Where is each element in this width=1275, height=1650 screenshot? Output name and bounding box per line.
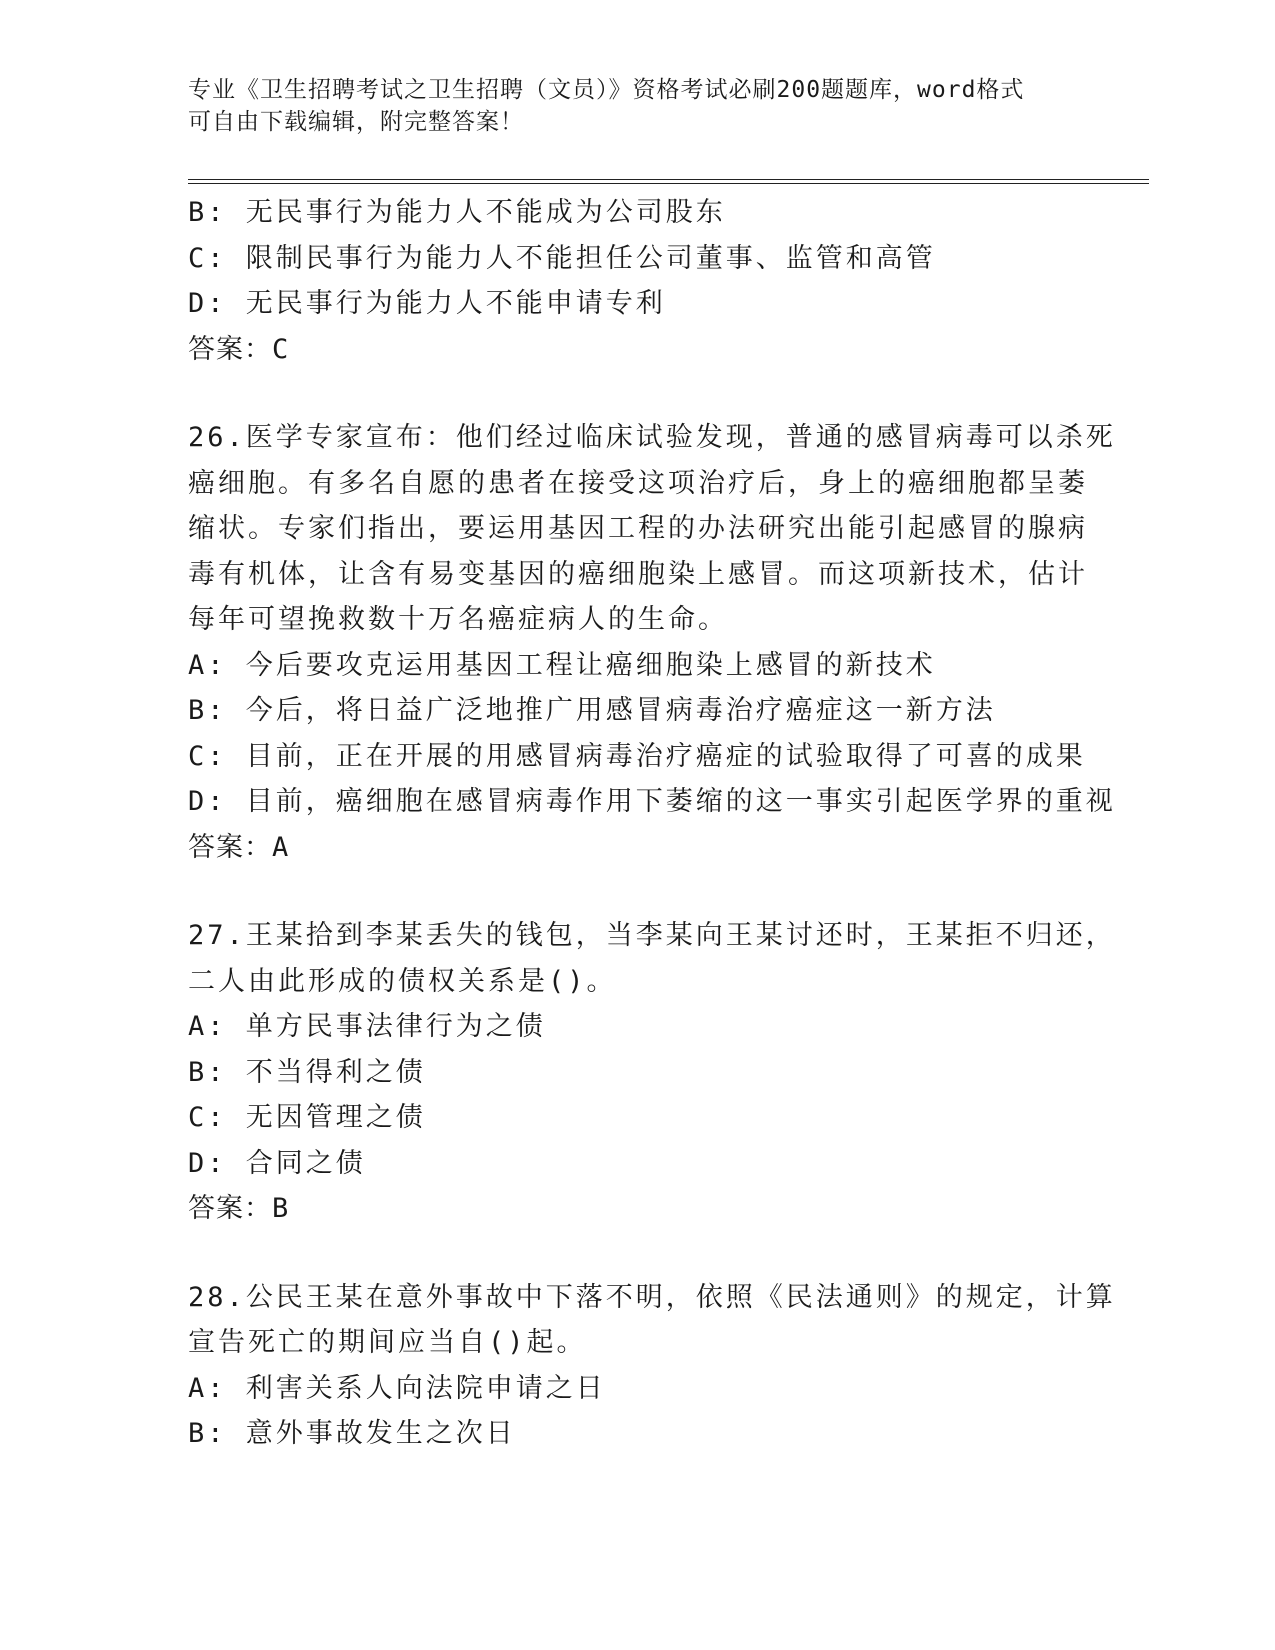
question-stem-line: 缩状。专家们指出，要运用基因工程的办法研究出能引起感冒的腺病 (188, 513, 1088, 544)
question-stem-line: 二人由此形成的债权关系是()。 (188, 965, 617, 997)
answer-line: 答案：C (188, 333, 290, 365)
option-line: A: 利害关系人向法院申请之日 (188, 1372, 606, 1404)
question-28 (188, 1275, 1116, 1457)
question-stem-line: 26.医学专家宣布：他们经过临床试验发现，普通的感冒病毒可以杀死 (188, 422, 1116, 453)
option-line: C: 限制民事行为能力人不能担任公司董事、监管和高管 (188, 242, 936, 274)
option-line: D: 目前，癌细胞在感冒病毒作用下萎缩的这一事实引起医学界的重视 (188, 786, 1116, 817)
header-title-line-2: 可自由下载编辑，附完整答案！ (188, 109, 524, 135)
option-line: A: 单方民事法律行为之债 (188, 1011, 546, 1042)
question-stem-line: 宣告死亡的期间应当自()起。 (188, 1327, 587, 1358)
option-line: B: 意外事故发生之次日 (188, 1418, 516, 1449)
question-26 (188, 415, 1116, 870)
answer-line: 答案：B (188, 1193, 290, 1224)
option-line: A: 今后要攻克运用基因工程让癌细胞染上感冒的新技术 (188, 649, 936, 681)
question-stem-line: 毒有机体，让含有易变基因的癌细胞染上感冒。而这项新技术，估计 (188, 558, 1088, 590)
spacer (188, 870, 1088, 913)
spacer (188, 1232, 1088, 1275)
question-stem-line: 每年可望挽救数十万名癌症病人的生命。 (188, 604, 728, 635)
option-line: B: 不当得利之债 (188, 1056, 426, 1088)
option-line: B: 无民事行为能力人不能成为公司股东 (188, 197, 726, 228)
page-header (188, 74, 1068, 138)
question-stem-line: 27.王某拾到李某丢失的钱包，当李某向王某讨还时，王某拒不归还， (188, 920, 1116, 951)
answer-line: 答案：A (188, 831, 290, 863)
option-line: D: 合同之债 (188, 1147, 366, 1179)
question-stem-line: 癌细胞。有多名自愿的患者在接受这项治疗后，身上的癌细胞都呈萎 (188, 467, 1088, 499)
option-line: D: 无民事行为能力人不能申请专利 (188, 288, 666, 319)
option-line: C: 无因管理之债 (188, 1102, 426, 1133)
question-stem-line: 28.公民王某在意外事故中下落不明，依照《民法通则》的规定，计算 (188, 1281, 1116, 1313)
option-line: B: 今后，将日益广泛地推广用感冒病毒治疗癌症这一新方法 (188, 695, 996, 726)
spacer (188, 372, 1088, 415)
question-25-tail (188, 190, 1088, 372)
question-27 (188, 913, 1116, 1232)
header-double-rule (188, 179, 1149, 184)
question-content (188, 190, 1116, 1457)
header-title-line-1: 专业《卫生招聘考试之卫生招聘（文员）》资格考试必刷200题题库，word格式 (188, 77, 1025, 103)
option-line: C: 目前，正在开展的用感冒病毒治疗癌症的试验取得了可喜的成果 (188, 740, 1086, 772)
